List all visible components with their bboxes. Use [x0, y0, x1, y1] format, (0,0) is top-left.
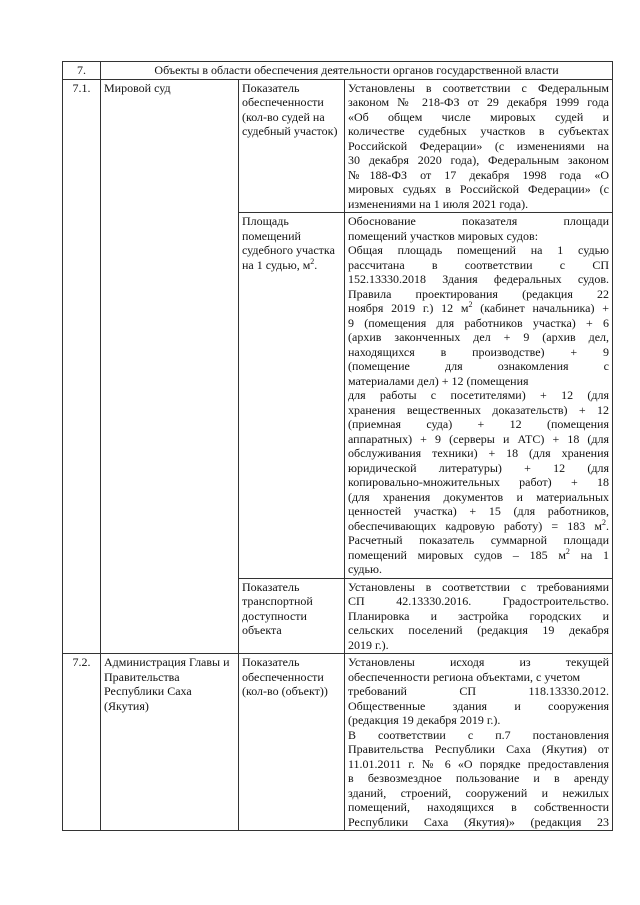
description-line: Правительства Республики Саха (Якутия) от [348, 742, 610, 756]
description-line: изменениями на 1 июля 2021 года). [348, 196, 529, 211]
section-title: Объекты в области обеспечения деятельности органов государственной власти [101, 62, 613, 80]
description-line: обеспечивающих кадровую работу) = 183 $м^2$. [348, 517, 610, 533]
table-row [63, 654, 613, 831]
description-line: помещений, находящихся в собственности [348, 800, 610, 814]
indicator-name-superscript: 2 [310, 256, 315, 266]
description-line: требований СП 118.13330.2012. [348, 684, 610, 698]
description-line: обеспеченности региона объектами, с учетом [348, 669, 581, 684]
table-row [63, 79, 613, 213]
description-line: Правила проектирования (редакция 22 [348, 286, 610, 301]
description-line: 9 (помещения для работников участка) + 6 [348, 315, 610, 330]
row-number: 7.2. [63, 654, 101, 831]
description-line: помещений мировых судов – 185 $м^2$ на 1 [348, 546, 610, 562]
objects-table [62, 61, 613, 831]
description-line: аппаратных) + 9 (серверы и АТС) + 18 (для [348, 431, 610, 446]
description-line: 30 декабря 2020 года), Федеральным законом [348, 153, 610, 167]
object-name: Администрация Главы и Правительства Республики Саха (Якутия) [101, 654, 239, 831]
description-line: зданий, строений, сооружений и нежилых [348, 785, 610, 800]
description-line: юридической литературы) + 12 (для [348, 460, 610, 475]
description-line: обслуживания техники) + 18 (для хранения [348, 446, 610, 460]
indicator-name: Показатель обеспеченности (кол-во (объект)) [239, 654, 345, 831]
description-line: судью. [348, 562, 382, 576]
description-line: количестве судебных участков в субъектах [348, 124, 610, 138]
description-line: материалами дел) + 12 (помещения [348, 373, 529, 388]
object-name: Мировой суд [101, 79, 239, 654]
description-line: В соответствии с п.7 постановления [348, 727, 610, 742]
description-line: находящихся в производстве) + 9 [348, 344, 610, 359]
description-line: в безвозмездное пользование и в аренду [348, 771, 610, 785]
section-number: 7. [63, 62, 101, 80]
description-line: Обоснование показателя площади [348, 214, 610, 228]
description-line: Установлены в соответствии с требованиями [348, 579, 610, 594]
description-line: Общая площадь помещений на 1 судью [348, 243, 610, 257]
description-line: (приемная суда) + 12 (помещения [348, 417, 610, 431]
description-line: Республики Саха (Якутия)» (редакция 23 [348, 814, 610, 829]
row-number: 7.1. [63, 79, 101, 654]
indicator-name-text: Площадь помещений судебного участка на 1 судью, м [242, 214, 335, 272]
description-line: мировых судьях в Российской Федерации» (с [348, 182, 610, 196]
description-line: сельских поселений (редакция 19 декабря [348, 623, 610, 637]
description-line: 11.01.2011 г. № 6 «О порядке предоставления [348, 756, 610, 771]
description-line: Расчетный показатель суммарной площади [348, 533, 610, 547]
indicator-description [345, 79, 613, 213]
description-line: ноября 2019 г.) 12 $м^2$ (кабинет начальника) + [348, 300, 610, 315]
description-line: ценностей участка) + 15 (для работников, [348, 504, 610, 518]
description-line: Российской Федерации» (с изменениями на [348, 138, 610, 153]
description-line: законом № 218-ФЗ от 29 декабря 1999 года [348, 95, 610, 109]
indicator-description [345, 213, 613, 579]
description-line: (для хранения документов и материальных [348, 489, 610, 504]
description-line: (помещение для ознакомления с [348, 359, 610, 373]
description-line: (архив законченных дел + 9 (архив дел, [348, 330, 610, 344]
description-line: СП 42.13330.2016. Градостроительство. [348, 594, 610, 608]
description-line: хранения вещественных доказательств) + 12 [348, 402, 610, 417]
description-line: (редакция 19 декабря 2019 г.). [348, 713, 501, 727]
description-line: Планировка и застройка городских и [348, 608, 610, 623]
description-line: 2019 г.). [348, 637, 389, 652]
section-header-row [63, 62, 613, 80]
indicator-name-end: . [314, 257, 318, 272]
indicator-name [239, 213, 345, 579]
indicator-description [345, 578, 613, 654]
description-line: для работы с посетителями) + 12 (для [348, 388, 610, 402]
indicator-description [345, 654, 613, 831]
description-line: рассчитана в соответствии с СП [348, 257, 610, 272]
description-line: помещений участков мировых судов: [348, 228, 539, 243]
description-line: «Об общем числе мировых судей и [348, 109, 610, 124]
description-line: Установлены в соответствии с Федеральным [348, 80, 610, 95]
description-line: Установлены исходя из текущей [348, 655, 610, 669]
indicator-name: Показатель обеспеченности (кол-во судей на судебный участок) [239, 79, 345, 213]
description-line: копировально-множительных работ) + 18 [348, 475, 610, 489]
description-line: 152.13330.2018 Здания федеральных судов. [348, 272, 610, 286]
description-line: №188-ФЗ от 17 декабря 1998 года «О [348, 167, 610, 182]
description-line: Общественные здания и сооружения [348, 698, 610, 713]
indicator-name: Показатель транспортной доступности объекта [239, 578, 345, 654]
